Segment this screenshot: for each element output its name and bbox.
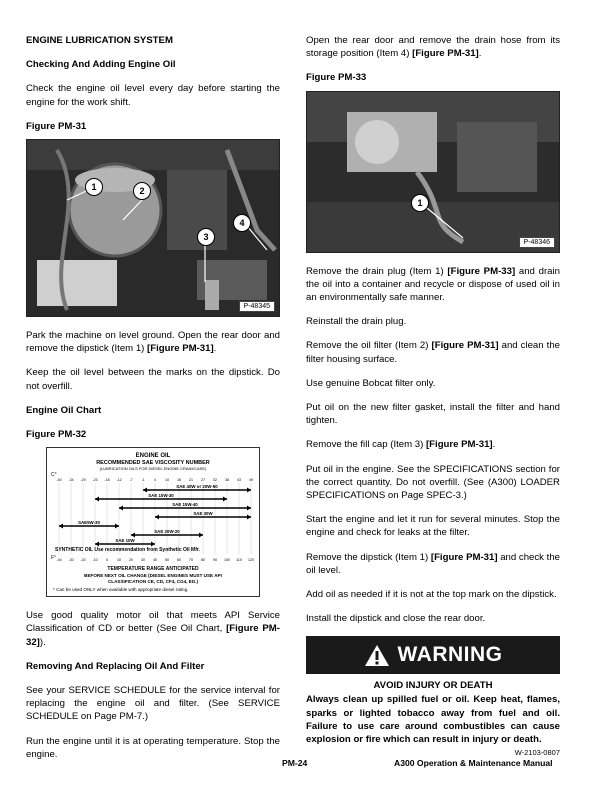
celsius-tick: -12: [116, 478, 122, 483]
oil-chart-svg: [47, 448, 259, 596]
bar-arrow-left: [95, 497, 99, 502]
paragraph-check: Check the engine oil level every day before starting the engine for the work shift.: [26, 83, 280, 108]
series-label: SAE 10W: [115, 538, 135, 544]
fahrenheit-tick: 110: [236, 558, 242, 563]
fahrenheit-tick: 20: [129, 558, 133, 563]
paragraph-open-door: Open the rear door and remove the drain hose from its storage position (Item 4) [Figure PM-31].: [306, 35, 560, 60]
bar-arrow-right: [247, 506, 251, 511]
warning-triangle-icon: [364, 644, 390, 667]
paragraph-close: Install the dipstick and close the rear door.: [306, 613, 486, 625]
celsius-tick: -1: [141, 478, 145, 483]
right-column: [306, 34, 560, 757]
celsius-tick: -7: [129, 478, 133, 483]
page-number: PM-24: [282, 758, 308, 768]
fahrenheit-tick: 100: [224, 558, 230, 563]
axis-title: TEMPERATURE RANGE ANTICIPATED: [107, 566, 199, 573]
chart-footnote: * Can be used ONLY when available with appropriate diesel rating.: [53, 587, 189, 593]
paragraph-start: Start the engine and let it run for several minutes. Stop the engine and check for leaks at the filter.: [306, 514, 560, 539]
subheading-replace: Removing And Replacing Oil And Filter: [26, 660, 205, 672]
series-label: SAE 30W: [193, 511, 213, 517]
celsius-unit: C°: [51, 472, 57, 479]
subheading-oil-chart: Engine Oil Chart: [26, 404, 102, 416]
drain-photo-illustration: [307, 92, 559, 252]
celsius-tick: -40: [56, 478, 62, 483]
fahrenheit-tick: 50: [165, 558, 169, 563]
celsius-tick: -34: [68, 478, 74, 483]
series-label: SAE5W-30: [78, 520, 100, 526]
celsius-tick: 32: [213, 478, 217, 483]
callout-2: 2: [133, 182, 151, 200]
chart-subtitle-2: (LUBRICATION OILS FOR DIESEL ENGINE CRANKCASE): [99, 466, 207, 472]
photo-code: P-48345: [239, 301, 275, 312]
fahrenheit-tick: 80: [201, 558, 205, 563]
fahrenheit-unit: F°: [51, 555, 57, 562]
warning-code: W-2103-0807: [514, 748, 560, 758]
figure-pm33-photo: [306, 91, 560, 253]
paragraph-filter: Remove the oil filter (Item 2) [Figure PM-31] and clean the filter housing surface.: [306, 340, 560, 365]
celsius-tick: 49: [249, 478, 253, 483]
bar-arrow-right: [247, 515, 251, 520]
celsius-tick: 10: [165, 478, 169, 483]
series-label: SAE 10W-30: [148, 493, 174, 499]
paragraph-reinstall: Reinstall the drain plug.: [306, 316, 407, 328]
paragraph-park: Park the machine on level ground. Open the rear door and remove the dipstick (Item 1) [Figure PM-31].: [26, 330, 280, 355]
fahrenheit-tick: -20: [80, 558, 86, 563]
callout-4: 4: [233, 214, 251, 232]
bar-arrow-right: [223, 497, 227, 502]
fahrenheit-tick: -40: [56, 558, 62, 563]
paragraph-add-oil: Add oil as needed if it is not at the top mark on the dipstick.: [306, 589, 557, 601]
left-column: [26, 34, 280, 772]
bar-arrow-right: [247, 488, 251, 493]
axis-title-3: CLASSIFICATION CE, CD, CF4, CG4, ED.): [107, 579, 199, 585]
celsius-tick: -29: [80, 478, 86, 483]
synthetic-note: SYNTHETIC OIL Use recommendation from Synthetic Oil Mfr.: [55, 547, 200, 554]
figure-label-pm31: Figure PM-31: [26, 120, 87, 132]
celsius-tick: 21: [189, 478, 193, 483]
warning-body: Always clean up spilled fuel or oil. Keep heat, flames, sparks or lighted tobacco away from fuel and oil. Failure to use care around combustibles can cause explosion or fire which can result in injury or death.: [306, 694, 560, 746]
bar-arrow-right: [151, 542, 155, 547]
paragraph-drain: Remove the drain plug (Item 1) [Figure PM-33] and drain the oil into a container and recycle or dispose of used oil in an environmentally safe manner.: [306, 265, 560, 304]
bar-arrow-left: [155, 515, 159, 520]
warning-title: AVOID INJURY OR DEATH: [373, 680, 493, 692]
celsius-tick: 16: [177, 478, 181, 483]
fahrenheit-tick: 10: [117, 558, 121, 563]
axis-title-2: BEFORE NEXT OIL CHANGE (DIESEL ENGINES MUST USE API: [84, 573, 222, 579]
bar-arrow-left: [119, 506, 123, 511]
paragraph-dipstick: Remove the dipstick (Item 1) [Figure PM-31] and check the oil level.: [306, 551, 560, 576]
bar-arrow-left: [143, 488, 147, 493]
fahrenheit-tick: 70: [189, 558, 193, 563]
fahrenheit-tick: 30: [141, 558, 145, 563]
paragraph-schedule: See your SERVICE SCHEDULE for the service interval for replacing the engine oil and filter. (See SERVICE SCHEDULE on Page PM-7.): [26, 685, 280, 723]
celsius-tick: 38: [225, 478, 229, 483]
oil-chart: [46, 447, 260, 597]
fahrenheit-tick: 90: [213, 558, 217, 563]
paragraph-put-oil: Put oil in the engine. See the SPECIFICATIONS section for the correct quantity. Do not overfill. (See (A300) LOADER SPECIFICATIONS on Page SPEC-3.): [306, 463, 560, 502]
celsius-tick: 43: [237, 478, 241, 483]
warning-banner: [306, 636, 560, 674]
callout-3: 3: [197, 228, 215, 246]
celsius-tick: 27: [201, 478, 205, 483]
series-label: SAE 15W-40: [172, 502, 198, 508]
bar-arrow-right: [115, 524, 119, 529]
paragraph-genuine: Use genuine Bobcat filter only.: [306, 377, 436, 389]
fahrenheit-tick: 0: [106, 558, 108, 563]
fahrenheit-tick: -30: [68, 558, 74, 563]
fahrenheit-tick: 120: [248, 558, 254, 563]
chart-subtitle: RECOMMENDED SAE VISCOSITY NUMBER: [96, 460, 210, 467]
figure-label-pm33: Figure PM-33: [306, 72, 367, 84]
paragraph-run: Run the engine until it is at operating temperature. Stop the engine.: [26, 735, 280, 760]
fahrenheit-tick: 40: [153, 558, 157, 563]
bar-arrow-left: [59, 524, 63, 529]
subheading-check-oil: Checking And Adding Engine Oil: [26, 59, 176, 71]
photo-code-pm33: P-48346: [519, 237, 555, 248]
series-label: SAE 40W or 20W-50: [176, 484, 218, 490]
bar-arrow-right: [199, 533, 203, 538]
series-label: SAE 20W-20: [154, 529, 180, 535]
figure-label-pm32: Figure PM-32: [26, 429, 87, 441]
paragraph-gasket: Put oil on the new filter gasket, install the filter and hand tighten.: [306, 402, 560, 427]
chart-title: ENGINE OIL: [135, 453, 171, 460]
bar-arrow-left: [95, 542, 99, 547]
paragraph-fillcap: Remove the fill cap (Item 3) [Figure PM-31].: [306, 439, 496, 451]
celsius-tick: 4: [154, 478, 156, 483]
manual-title: A300 Operation & Maintenance Manual: [394, 758, 553, 768]
fahrenheit-tick: 60: [177, 558, 181, 563]
fahrenheit-tick: -10: [92, 558, 98, 563]
callout-drain-1: 1: [411, 194, 429, 212]
bar-arrow-left: [131, 533, 135, 538]
section-title: ENGINE LUBRICATION SYSTEM: [26, 35, 173, 46]
celsius-tick: -18: [104, 478, 110, 483]
paragraph-keep-level: Keep the oil level between the marks on the dipstick. Do not overfill.: [26, 367, 280, 392]
celsius-tick: -23: [92, 478, 98, 483]
callout-1: 1: [85, 178, 103, 196]
figure-pm31-photo: [26, 139, 280, 317]
paragraph-use-oil: Use good quality motor oil that meets API Service Classification of CD or better (See Oil Chart, [Figure PM-32]).: [26, 610, 280, 648]
warning-label: WARNING: [397, 643, 503, 667]
